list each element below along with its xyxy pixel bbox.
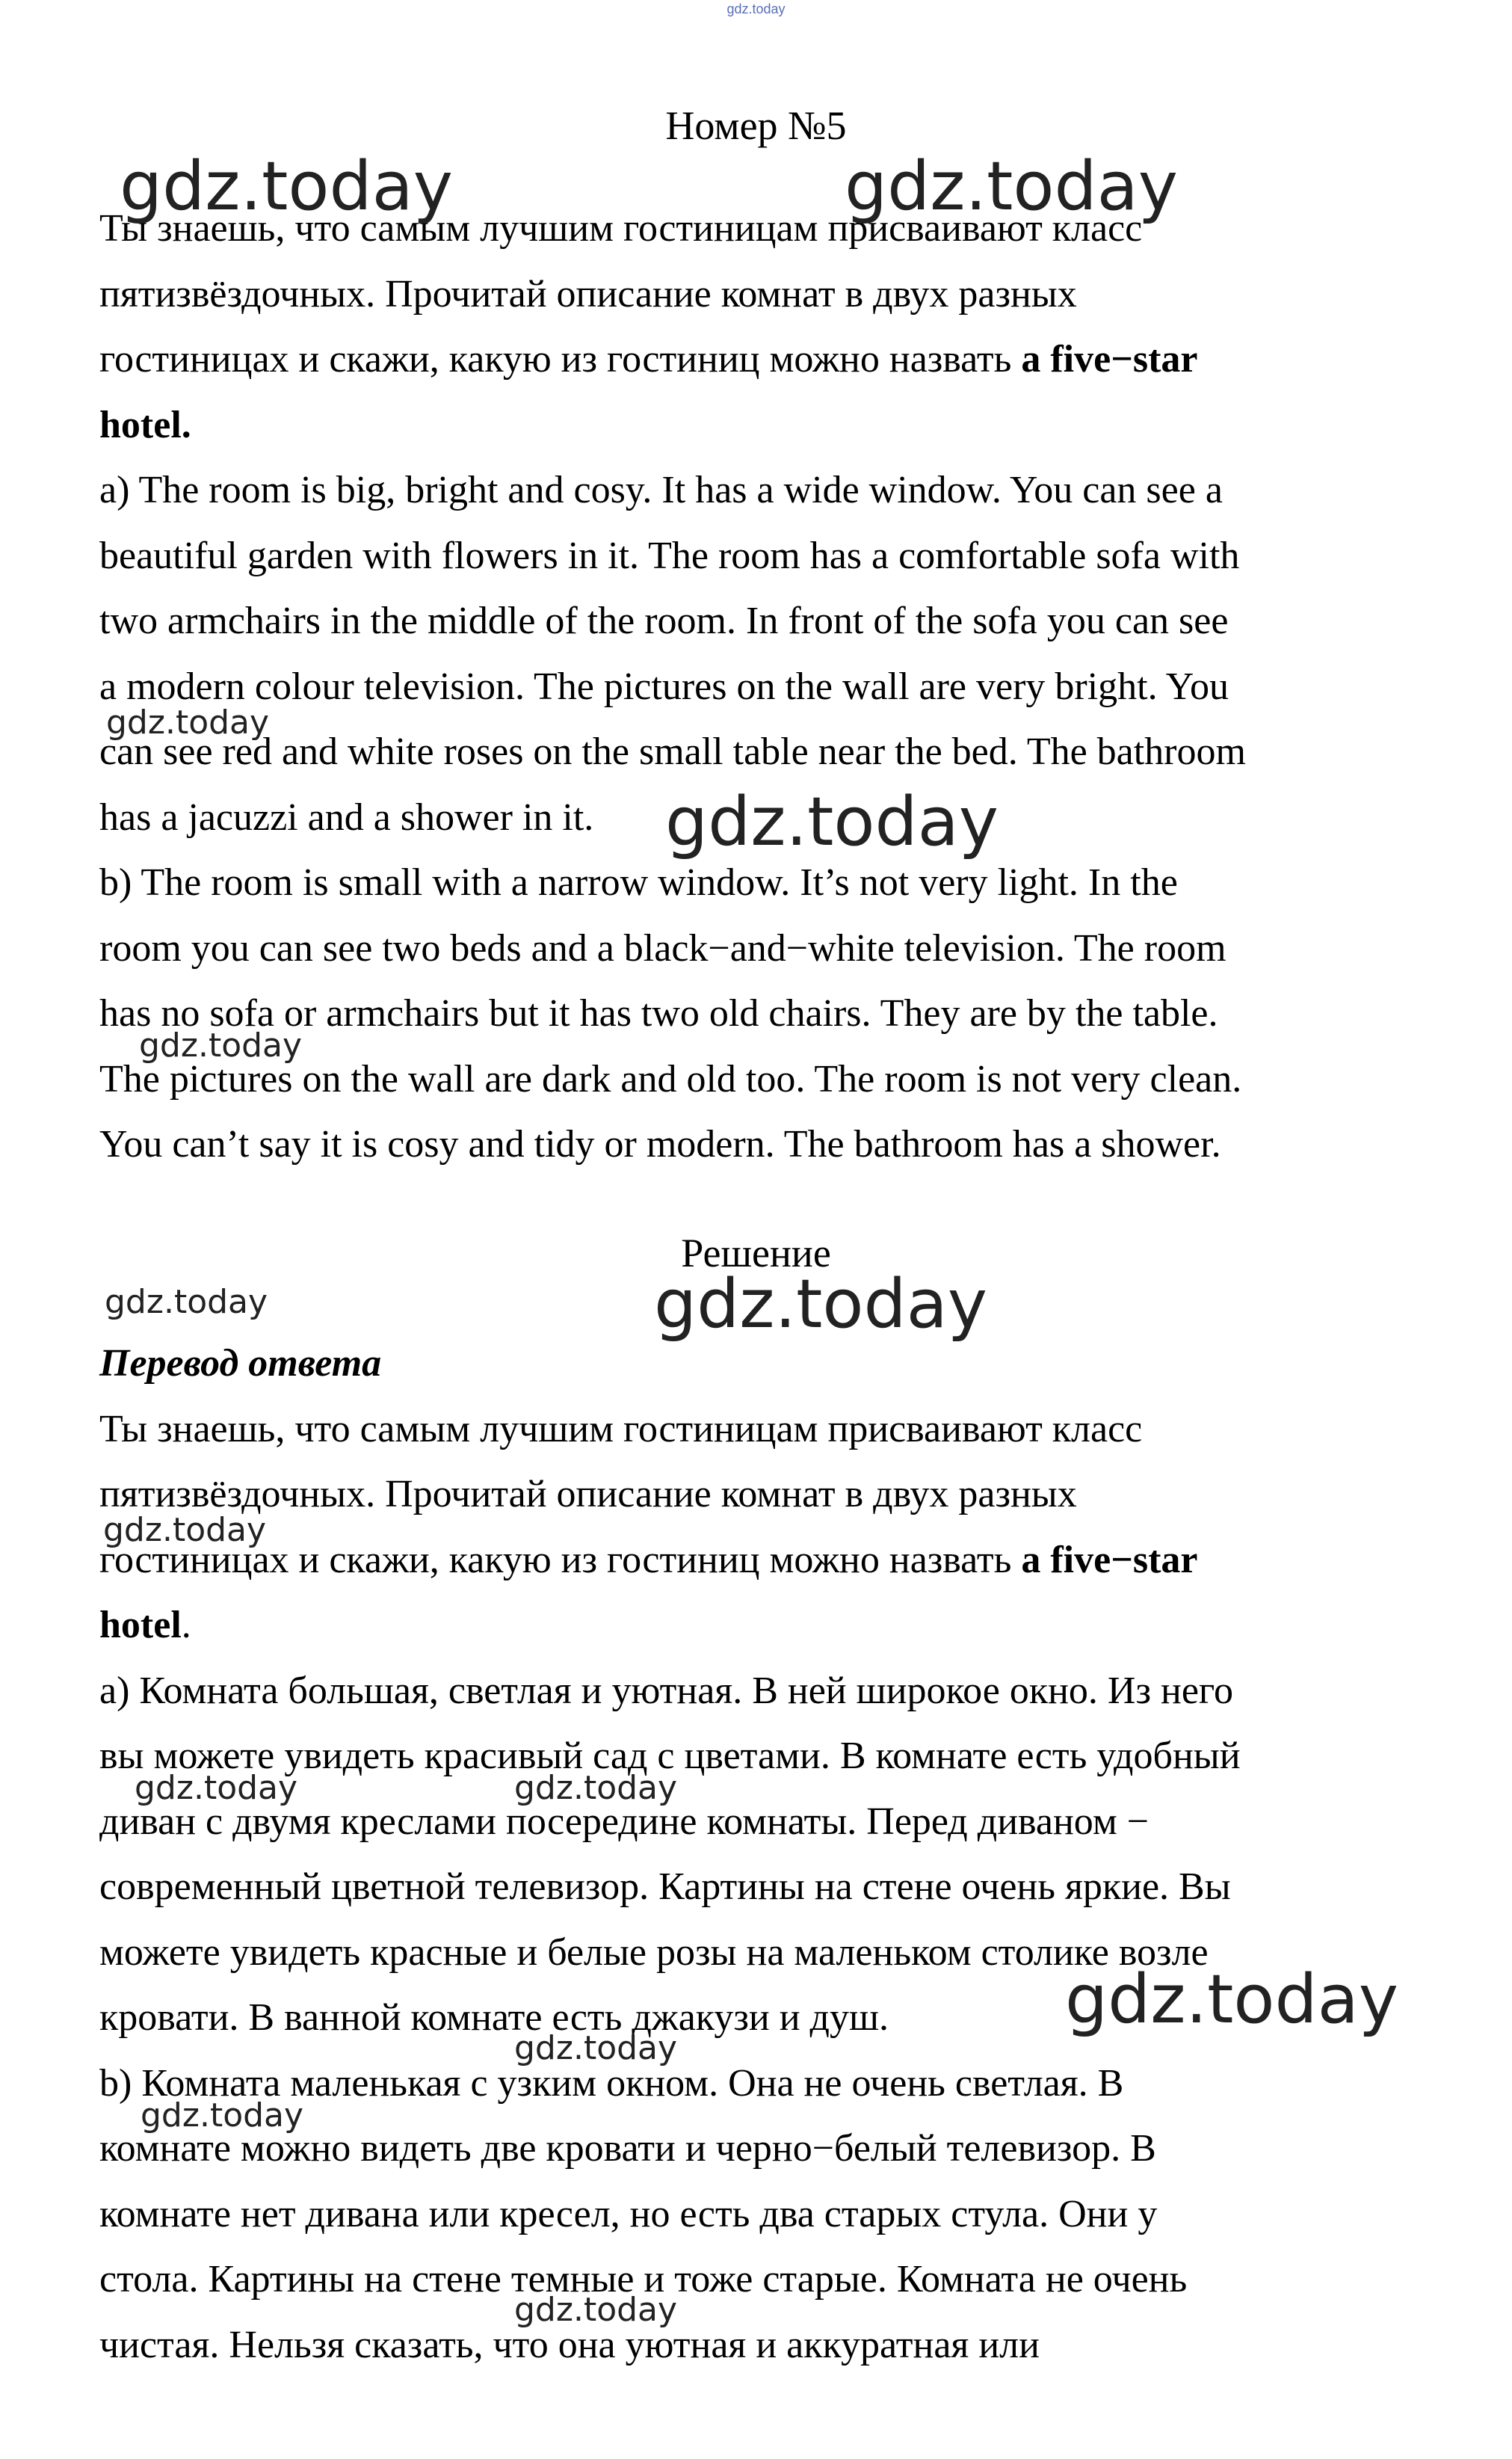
paragraph-a-line: has a jacuzzi and a shower in it.	[99, 795, 594, 839]
watermark: gdz.today	[135, 1769, 298, 1807]
paragraph-a-line: a modern colour television. The pictures on the wall are very bright. You	[99, 665, 1229, 708]
watermark: gdz.today	[120, 147, 454, 226]
paragraph-b-line: has no sofa or armchairs but it has two old chairs. They are by the table.	[99, 992, 1218, 1035]
translation-b-line: чистая. Нельзя сказать, что она уютная и аккуратная или	[99, 2323, 1040, 2366]
paragraph-b-line: b) The room is small with a narrow window. It’s not very light. In the	[99, 861, 1178, 904]
watermark: gdz.today	[103, 1511, 267, 1549]
watermark: gdz.today	[845, 147, 1179, 226]
five-star-phrase: a five−star	[1021, 338, 1198, 381]
watermark: gdz.today	[105, 1283, 268, 1321]
translation-a-line: a) Комната большая, светлая и уютная. В ней широкое окно. Из него	[99, 1669, 1233, 1712]
watermark: gdz.today	[139, 1027, 303, 1065]
translation-b-line: b) Комната маленькая с узким окном. Она не очень светлая. В	[99, 2061, 1124, 2105]
translation-a-line: кровати. В ванной комнате есть джакузи и душ.	[99, 1996, 889, 2039]
watermark: gdz.today	[514, 1769, 678, 1807]
translation-a-line: вы можете увидеть красивый сад с цветами. В комнате есть удобный	[99, 1735, 1241, 1777]
watermark: gdz.today	[106, 704, 270, 742]
translation-a-line: диван с двумя креслами посередине комнаты. Перед диваном −	[99, 1800, 1150, 1843]
watermark: gdz.today	[1065, 1960, 1399, 2039]
translation-b-line: комнате нет дивана или кресел, но есть два старых стула. Они у	[99, 2192, 1158, 2235]
translation-heading: Перевод ответа	[99, 1342, 382, 1385]
translation-a-line: можете увидеть красные и белые розы на маленьком столике возле	[99, 1930, 1209, 1974]
watermark: gdz.today	[514, 2029, 678, 2067]
solution-intro-line: Ты знаешь, что самым лучшим гостиницам присваивают класс	[99, 1407, 1143, 1450]
paragraph-a-line: a) The room is big, bright and cosy. It has a wide window. You can see a	[99, 469, 1223, 511]
paragraph-b-line: room you can see two beds and a black−and−white television. The room	[99, 926, 1226, 970]
paragraph-b-line: The pictures on the wall are dark and old too. The room is not very clean.	[99, 1057, 1242, 1101]
top-watermark: gdz.today	[726, 1, 786, 16]
translation-a-line: современный цветной телевизор. Картины на стене очень яркие. Вы	[99, 1865, 1231, 1908]
translation-b-line: комнате можно видеть две кровати и черно−белый телевизор. В	[99, 2127, 1156, 2170]
watermark: gdz.today	[514, 2291, 678, 2329]
paragraph-a-line: beautiful garden with flowers in it. The room has a comfortable sofa with	[99, 534, 1240, 577]
task-intro-line: гостиницах и скажи, какую из гостиниц можно назвать a five−star	[99, 338, 1198, 381]
task-intro-line: Ты знаешь, что самым лучшим гостиницам присваивают класс	[99, 207, 1143, 250]
paragraph-a-line: can see red and white roses on the small table near the bed. The bathroom	[99, 730, 1246, 773]
watermark: gdz.today	[654, 1265, 988, 1344]
solution-title: Решение	[681, 1231, 831, 1275]
five-star-phrase: a five−star	[1021, 1538, 1198, 1581]
watermark: gdz.today	[665, 783, 999, 861]
paragraph-a-line: two armchairs in the middle of the room. In front of the sofa you can see	[99, 600, 1229, 642]
solution-intro-line: hotel.	[99, 1604, 191, 1646]
solution-intro-line: гостиницах и скажи, какую из гостиниц можно назвать a five−star	[99, 1538, 1198, 1581]
translation-b-line: стола. Картины на стене темные и тоже старые. Комната не очень	[99, 2258, 1188, 2300]
task-intro-line: hotel.	[99, 403, 191, 446]
paragraph-b-line: You can’t say it is cosy and tidy or modern. The bathroom has a shower.	[99, 1123, 1221, 1166]
task-intro-line: пятизвёздочных. Прочитай описание комнат в двух разных	[99, 272, 1077, 316]
watermark: gdz.today	[141, 2096, 304, 2135]
solution-intro-line: пятизвёздочных. Прочитай описание комнат в двух разных	[99, 1473, 1077, 1515]
task-number-title: Номер №5	[665, 103, 847, 148]
solution-text	[99, 1331, 1445, 2378]
